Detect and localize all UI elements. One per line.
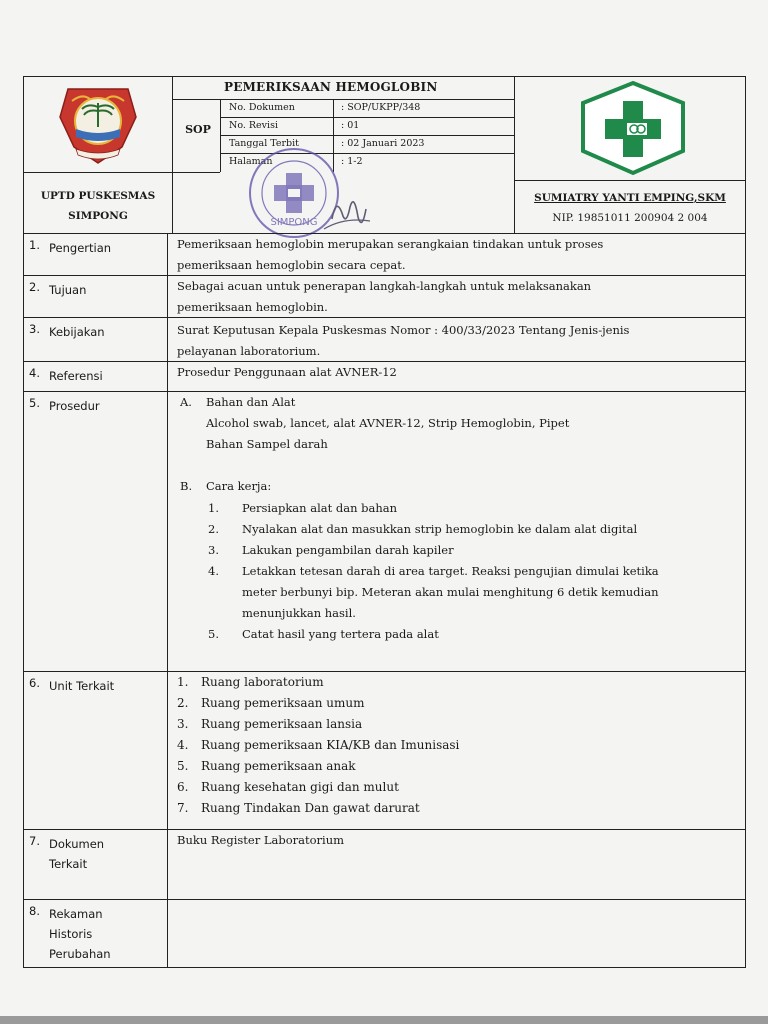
regional-emblem-logo [24, 77, 172, 171]
sop-document [23, 76, 746, 968]
row-prosedur [24, 391, 745, 672]
signatory-name: SUMIATRY YANTI EMPING,SKM [534, 192, 726, 204]
row-content [177, 234, 742, 276]
row-label [24, 392, 168, 672]
row-title: Pengertian [49, 241, 112, 255]
row-referensi [24, 361, 745, 392]
row-number: 8. [29, 904, 40, 918]
row-kebijakan [24, 317, 745, 362]
organization-name [24, 172, 172, 233]
health-cross-logo [515, 77, 745, 180]
step-text: Persiapkan alat dan bahan [242, 501, 398, 515]
row-content [177, 672, 742, 822]
row-number: 7. [29, 834, 40, 848]
row-title: Tujuan [49, 283, 87, 297]
row-number: 6. [29, 676, 40, 690]
row-title: Kebijakan [49, 325, 105, 339]
content-line: Surat Keputusan Kepala Puskesmas Nomor : 400/33/2023 Tentang Jenis-jenis [177, 323, 630, 337]
row-number: 2. [29, 280, 40, 294]
row-label [24, 276, 168, 318]
materials-line: Alcohol swab, lancet, alat AVNER-12, Strip Hemoglobin, Pipet [206, 416, 570, 430]
meta-key: Halaman [229, 156, 273, 167]
step-number: 1. [208, 501, 219, 515]
step-number: 2. [208, 522, 219, 536]
meta-key: No. Dokumen [229, 102, 295, 113]
divider [514, 180, 745, 181]
row-label [24, 672, 168, 830]
unit-name: Ruang Tindakan Dan gawat darurat [201, 801, 420, 815]
row-content [177, 276, 742, 318]
row-title [49, 834, 164, 874]
stamp-text: SIMPONG [270, 217, 318, 228]
divider [220, 135, 333, 136]
row-number: 5. [29, 396, 40, 410]
row-content [177, 320, 742, 362]
content-line: pelayanan laboratorium. [177, 344, 321, 358]
row-tujuan [24, 275, 745, 318]
content-line: pemeriksaan hemoglobin. [177, 300, 328, 314]
step-text: Lakukan pengambilan darah kapiler [242, 543, 454, 557]
divider [333, 117, 514, 118]
org-line-1: UPTD PUSKESMAS [40, 190, 156, 202]
divider [172, 77, 173, 233]
unit-number: 4. [177, 738, 189, 752]
unit-number: 6. [177, 780, 189, 794]
content-line: Pemeriksaan hemoglobin merupakan serangkaian tindakan untuk proses [177, 237, 604, 251]
divider [333, 135, 514, 136]
unit-name: Ruang pemeriksaan umum [201, 696, 365, 710]
row-label [24, 318, 168, 362]
row-title: Unit Terkait [49, 679, 115, 693]
section-letter: B. [180, 479, 193, 493]
row-content [177, 830, 742, 851]
row-number: 3. [29, 322, 40, 336]
row-label [24, 830, 168, 900]
step-text: Nyalakan alat dan masukkan strip hemoglobin ke dalam alat digital [242, 522, 638, 536]
row-content [177, 362, 742, 383]
content-line: Sebagai acuan untuk penerapan langkah-langkah untuk melaksanakan [177, 279, 592, 293]
unit-name: Ruang pemeriksaan KIA/KB dan Imunisasi [201, 738, 460, 752]
meta-key: No. Revisi [229, 120, 278, 131]
row-title-line: Dokumen [49, 837, 105, 851]
meta-value: : SOP/UKPP/348 [341, 102, 421, 113]
section-letter: A. [180, 395, 192, 409]
unit-name: Ruang laboratorium [201, 675, 324, 689]
unit-number: 3. [177, 717, 189, 731]
meta-key: Tanggal Terbit [229, 138, 299, 149]
unit-number: 1. [177, 675, 189, 689]
row-number: 1. [29, 238, 40, 252]
content-line: pemeriksaan hemoglobin secara cepat. [177, 258, 406, 272]
unit-name: Ruang pemeriksaan anak [201, 759, 356, 773]
org-line-2: SIMPONG [68, 210, 128, 222]
unit-name: Ruang pemeriksaan lansia [201, 717, 363, 731]
unit-number: 2. [177, 696, 189, 710]
page-bottom-edge [0, 1016, 768, 1024]
meta-value: : 01 [341, 120, 360, 131]
row-title: Prosedur [49, 399, 100, 413]
meta-value: : 1-2 [341, 156, 363, 167]
official-stamp [224, 147, 372, 247]
sop-label: SOP [185, 123, 211, 136]
step-text: Letakkan tetesan darah di area target. Reaksi pengujian dimulai ketika [242, 564, 659, 578]
row-title [49, 904, 164, 964]
row-pengertian [24, 233, 745, 276]
step-number: 4. [208, 564, 219, 578]
row-title-line: Perubahan [49, 947, 111, 961]
step-number: 3. [208, 543, 219, 557]
signatory-nip: NIP. 19851011 200904 2 004 [552, 212, 708, 224]
step-text: Catat hasil yang tertera pada alat [242, 627, 439, 641]
row-content [177, 392, 742, 668]
divider [220, 117, 333, 118]
materials-line: Bahan Sampel darah [206, 437, 328, 451]
row-label [24, 362, 168, 392]
row-label [24, 234, 168, 276]
section-title: Cara kerja: [206, 479, 272, 493]
content-line: Prosedur Penggunaan alat AVNER-12 [177, 365, 397, 379]
content-line: Buku Register Laboratorium [177, 833, 345, 847]
unit-number: 5. [177, 759, 189, 773]
row-dokumen-terkait [24, 829, 745, 900]
row-label [24, 900, 168, 967]
step-text: menunjukkan hasil. [242, 606, 356, 620]
row-title-line: Rekaman [49, 907, 103, 921]
row-title-line: Terkait [49, 857, 88, 871]
step-text: meter berbunyi bip. Meteran akan mulai menghitung 6 detik kemudian [242, 585, 659, 599]
unit-name: Ruang kesehatan gigi dan mulut [201, 780, 399, 794]
row-title-line: Historis [49, 927, 93, 941]
meta-value: : 02 Januari 2023 [341, 138, 425, 149]
row-title: Referensi [49, 369, 103, 383]
step-number: 5. [208, 627, 219, 641]
row-rekaman-historis [24, 899, 745, 967]
divider [172, 99, 514, 100]
section-title: Bahan dan Alat [206, 395, 296, 409]
unit-number: 7. [177, 801, 189, 815]
row-number: 4. [29, 366, 40, 380]
row-unit-terkait [24, 671, 745, 830]
document-title: PEMERIKSAAN HEMOGLOBIN [224, 80, 438, 94]
